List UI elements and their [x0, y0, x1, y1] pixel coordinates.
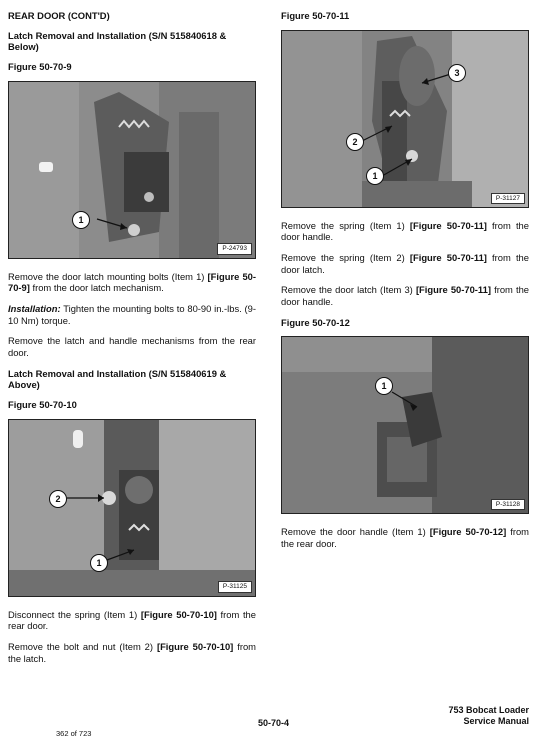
photo-number: P-24793	[217, 243, 252, 254]
photo-number: P-31125	[218, 581, 252, 592]
figure-label-50-70-10: Figure 50-70-10	[8, 398, 77, 410]
installation-note: Installation: Tighten the mounting bolts to 80-90 in.-lbs. (9-10 Nm) torque.	[8, 302, 256, 326]
installation-label: Installation:	[8, 302, 61, 314]
instruction-remove-spring-handle: Remove the spring (Item 1) [Figure 50-70-11] from the door handle.	[281, 219, 529, 243]
figure-label-50-70-12: Figure 50-70-12	[281, 316, 350, 328]
photo-number: P-31127	[491, 193, 525, 204]
latch-photo-drawing	[282, 31, 528, 207]
handle-photo-drawing	[282, 337, 528, 513]
right-column	[281, 10, 529, 559]
callout-3: 3	[448, 64, 466, 82]
callout-1: 1	[375, 377, 393, 395]
section-header: REAR DOOR (CONT'D)	[8, 10, 110, 21]
left-column	[8, 10, 256, 673]
figure-label-50-70-11: Figure 50-70-11	[281, 10, 350, 21]
page-count: 362 of 723	[56, 729, 92, 738]
footer-model	[448, 705, 529, 728]
instruction-remove-door-handle: Remove the door handle (Item 1) [Figure 50-70-12] from the rear door.	[281, 526, 529, 549]
figure-reference: [Figure 50-70-12]	[429, 526, 507, 538]
instruction-disconnect-spring: Disconnect the spring (Item 1) [Figure 50-70-10] from the rear door.	[8, 608, 256, 632]
instruction-remove-spring-latch: Remove the spring (Item 2) [Figure 50-70-11] from the door latch.	[281, 251, 529, 275]
latch-photo-drawing	[9, 420, 255, 596]
instruction-remove-latch-handle: Remove the latch and handle mechanisms from the rear door.	[8, 335, 256, 358]
figure-reference: [Figure 50-70-11]	[409, 219, 487, 231]
photo-number: P-31128	[491, 499, 525, 510]
callout-1: 1	[72, 211, 90, 229]
instruction-remove-bolts: Remove the door latch mounting bolts (Item 1) [Figure 50-70-9] from the door latch mechanism.	[8, 270, 256, 294]
figure-50-70-10-photo	[8, 419, 256, 597]
callout-2: 2	[346, 133, 364, 151]
latch-photo-drawing	[9, 82, 255, 258]
figure-50-70-12-photo	[281, 336, 529, 514]
figure-50-70-9-photo	[8, 81, 256, 259]
instruction-remove-bolt-nut: Remove the bolt and nut (Item 2) [Figure 50-70-10] from the latch.	[8, 640, 256, 664]
manual-name: Service Manual	[463, 716, 529, 727]
figure-label-50-70-9: Figure 50-70-9	[8, 60, 72, 72]
callout-1: 1	[90, 554, 108, 572]
figure-reference: [Figure 50-70-11]	[409, 251, 487, 263]
section-title-latch-new: Latch Removal and Installation (S/N 515840619 & Above)	[8, 367, 227, 391]
figure-reference: [Figure 50-70-10]	[140, 608, 217, 620]
figure-reference: [Figure 50-70-11]	[415, 284, 491, 296]
page-code: 50-70-4	[258, 718, 290, 728]
figure-reference: [Figure 50-70-9]	[8, 270, 256, 294]
callout-1: 1	[366, 167, 384, 185]
callout-2: 2	[49, 490, 67, 508]
figure-50-70-11-photo	[281, 30, 529, 208]
model-name: 753 Bobcat Loader	[448, 705, 529, 715]
figure-reference: [Figure 50-70-10]	[156, 640, 234, 652]
instruction-remove-door-latch: Remove the door latch (Item 3) [Figure 50-70-11] from the door handle.	[281, 284, 529, 307]
section-title-latch-old: Latch Removal and Installation (S/N 515840618 & Below)	[8, 29, 227, 53]
